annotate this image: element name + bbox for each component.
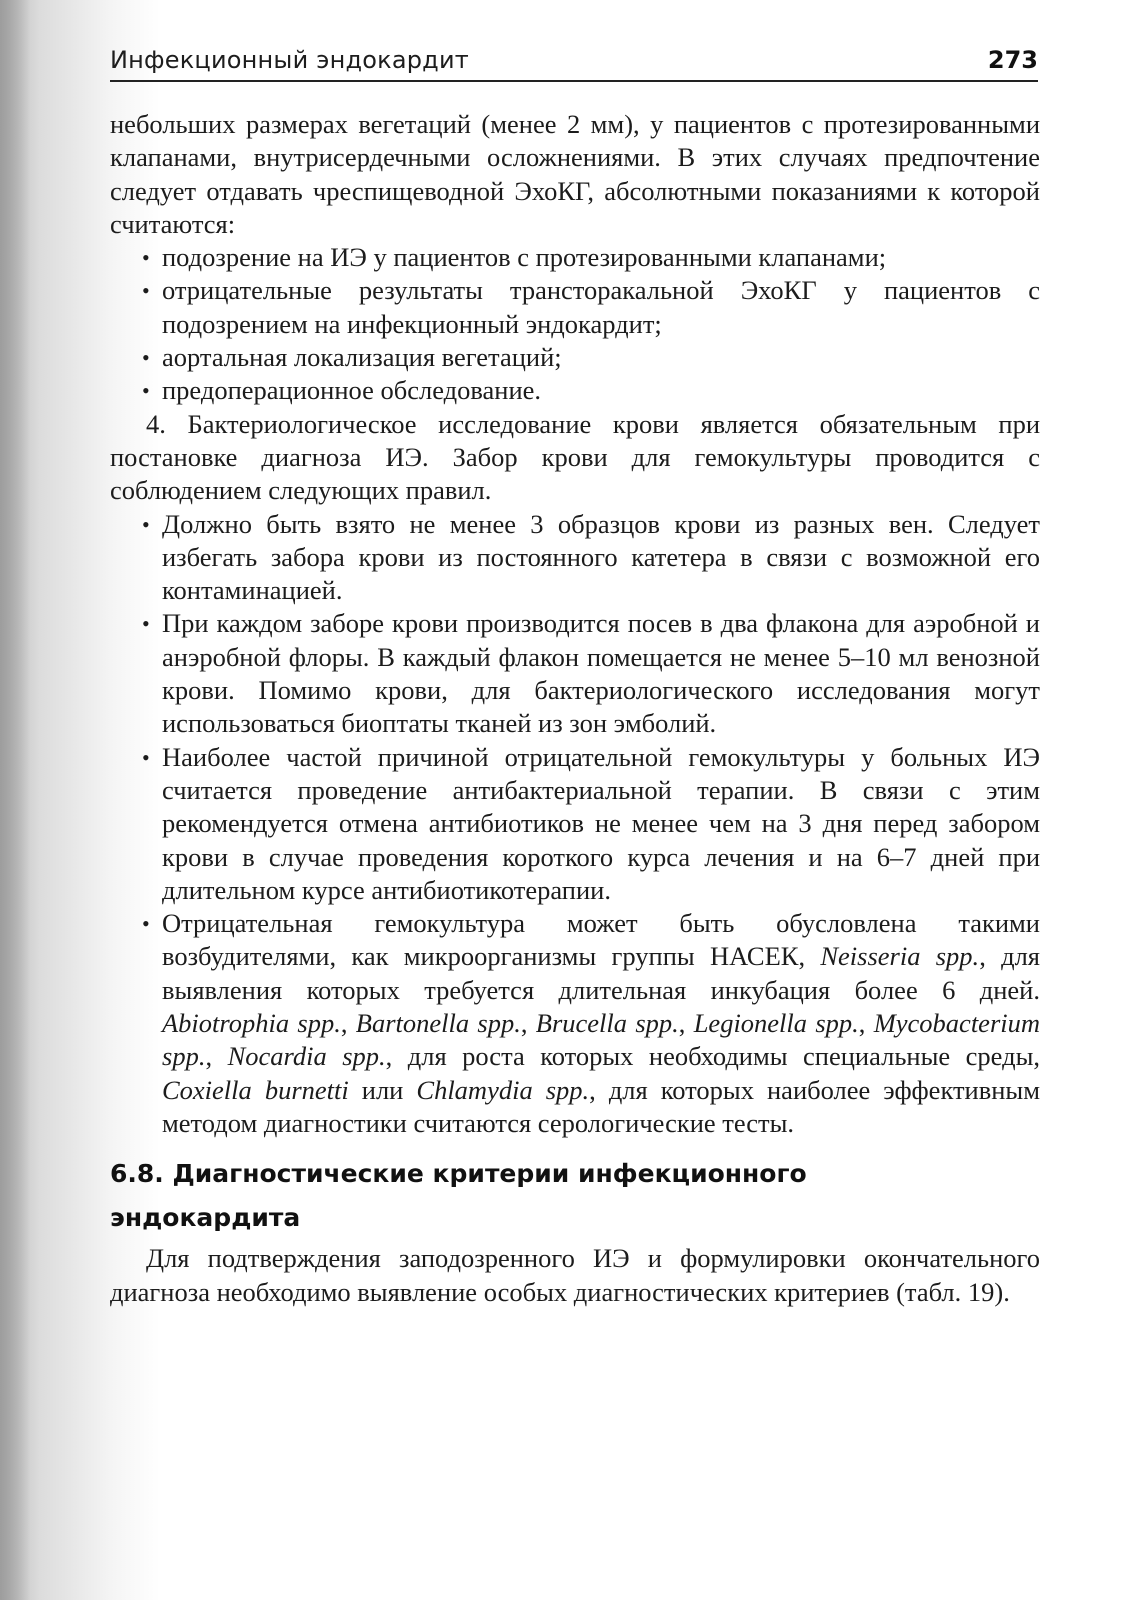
spine-shadow (0, 0, 30, 1600)
list-item: • Должно быть взято не менее 3 образцов крови из разных вен. Следует избегать забора крови из постоянного катетера в связи с возможной его контаминацией. (142, 508, 1040, 606)
section-heading: 6.8. Диагностические критерии инфекционного эндокардита (110, 1159, 807, 1233)
paragraph-intro: небольших размерах вегетаций (менее 2 мм), у пациентов с протезированными клапанами, внутрисердечными осложнениями. В этих случаях предпочтение следует отдавать чреспищеводной ЭхоКГ, абсолютными показаниями к которой считаются: (110, 109, 1040, 239)
organism-name: Bartonella spp. (355, 1008, 521, 1039)
paragraph-blood-culture: 4. Бактериологическое исследование крови является обязательным при постановке диагноза ИЭ. Забор крови для гемокультуры проводится с соблюдением следующих правил. (110, 408, 1040, 506)
page-number: 273 (987, 46, 1038, 74)
list-item: • отрицательные результаты трансторакальной ЭхоКГ у пациентов с подозрением на инфекционный эндокардит; (142, 275, 1040, 339)
organism-name: Abiotrophia spp. (162, 1008, 341, 1039)
organism-name: Nocardia spp. (227, 1041, 386, 1072)
organism-name: Coxiella burnetti (162, 1074, 349, 1105)
bullet-icon: • (142, 378, 150, 404)
page-content (110, 108, 1040, 1309)
indications-list (110, 241, 1040, 407)
list-item: • Наиболее частой причиной отрицательной гемокультуры у больных ИЭ считается проведение антибактериальной терапии. В связи с этим рекомендуется отмена антибиотиков не менее чем на 3 дня перед забором крови в случае проведения короткого курса лечения и на 6–7 дней при длительном курсе антибиотикотерапии. (142, 741, 1040, 905)
organism-name: Chlamydia spp. (416, 1074, 590, 1105)
bullet-icon: • (142, 511, 150, 537)
organism-name: Brucella spp. (535, 1008, 679, 1039)
bullet-icon: • (142, 278, 150, 304)
list-item: • предоперационное обследование. (110, 374, 1040, 407)
bullet-icon: • (142, 345, 150, 371)
bullet-icon: • (142, 744, 150, 770)
rules-list (110, 508, 1040, 1141)
running-title: Инфекционный эндокардит (110, 46, 469, 74)
list-item: • подозрение на ИЭ у пациентов с протезированными клапанами; (110, 241, 1040, 274)
page-header (110, 40, 1038, 82)
bullet-icon: • (142, 611, 150, 637)
organism-name: Mycobacterium spp. (162, 1008, 1041, 1072)
bullet-icon: • (142, 245, 150, 271)
organism-name: Neisseria spp. (820, 941, 980, 972)
bullet-icon: • (142, 911, 150, 937)
list-item: • аортальная локализация вегетаций; (110, 341, 1040, 374)
list-item (110, 907, 1040, 1140)
organism-name: Legionella spp. (693, 1008, 859, 1039)
paragraph-criteria: Для подтверждения заподозренного ИЭ и формулировки окончательного диагноза необходимо выявление особых диагностических критериев (табл. 19). (110, 1243, 1040, 1307)
list-item: • При каждом заборе крови производится посев в два флакона для аэробной и анэробной флоры. В каждый флакон помещается не менее 5–10 мл венозной крови. Помимо крови, для бактериологического исследования могут использоваться биоптаты тканей из зон эмболий. (142, 608, 1040, 739)
rule-negative-culture: Отрицательная гемокультура может быть обусловлена такими возбудителями, как микроорганизмы группы НАСЕК, Neisseria spp., для выявления которых требуется длительная инкубация более 6 дней. Abiotrophia spp., Bartonella spp., Brucella spp., Legionella spp., Mycobacterium spp., Nocardia spp., для роста которых необходимы специальные среды, Coxiella burnetti или Chlamydia spp., для которых наиболее эффективным методом диагностики считаются серологические тесты. (162, 908, 1041, 1138)
